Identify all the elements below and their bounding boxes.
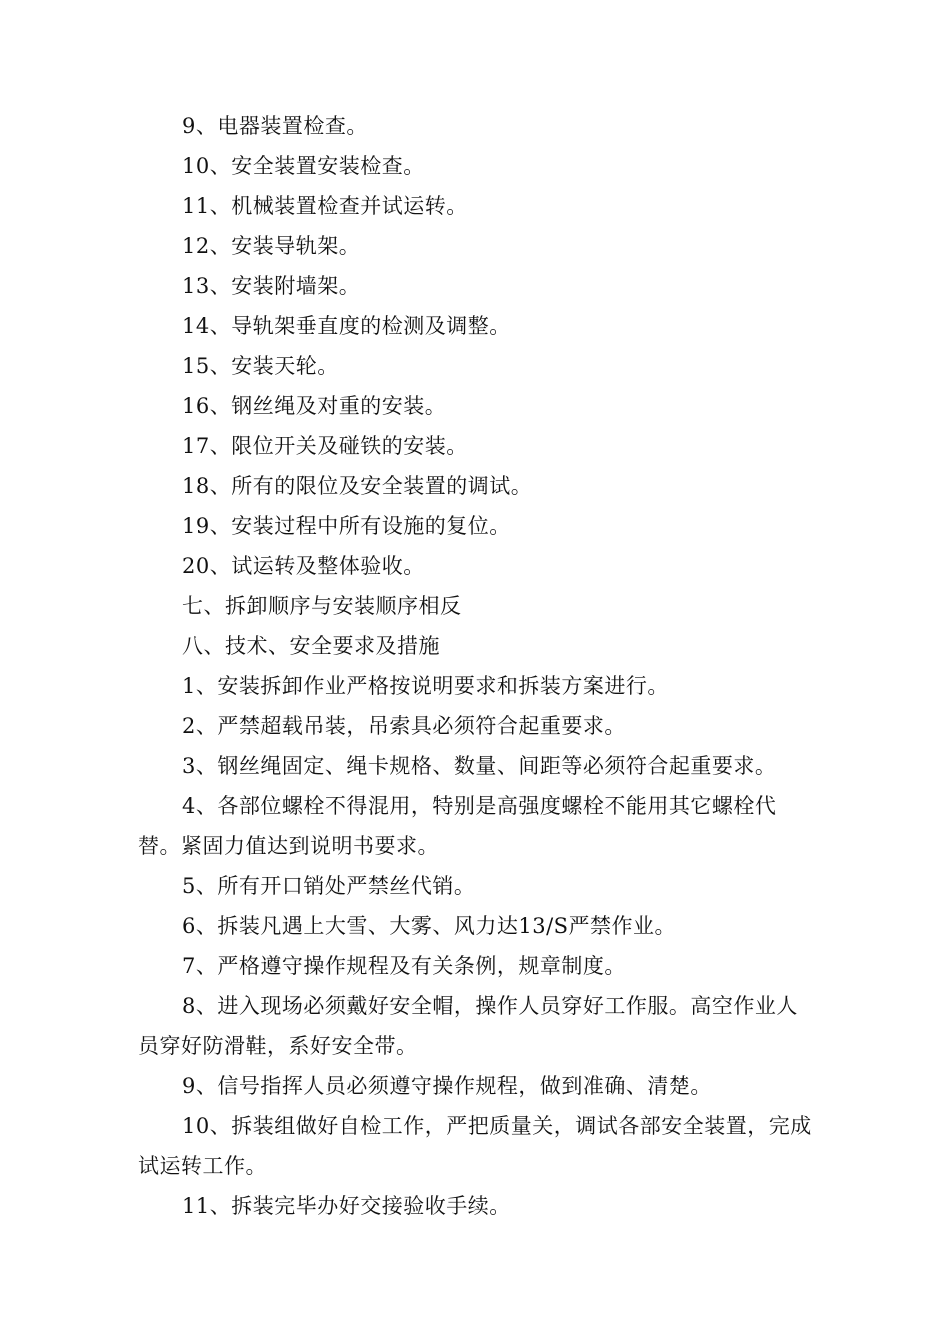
list-item-10: 10、安全装置安装检查。 — [182, 154, 425, 178]
list-item-11: 11、机械装置检查并试运转。 — [182, 194, 468, 218]
list-item-15: 15、安装天轮。 — [182, 354, 339, 378]
section-heading-8: 八、技术、安全要求及措施 — [182, 634, 440, 658]
requirement-item-6: 6、拆装凡遇上大雪、大雾、风力达13/S严禁作业。 — [182, 914, 677, 938]
list-item-16: 16、钢丝绳及对重的安装。 — [182, 394, 447, 418]
list-item-20: 20、试运转及整体验收。 — [182, 554, 425, 578]
requirement-item-1: 1、安装拆卸作业严格按说明要求和拆装方案进行。 — [182, 674, 669, 698]
requirement-item-7: 7、严格遵守操作规程及有关条例，规章制度。 — [182, 954, 626, 978]
document-body — [138, 106, 828, 1226]
requirement-item-9: 9、信号指挥人员必须遵守操作规程，做到准确、清楚。 — [182, 1074, 712, 1098]
list-item-18: 18、所有的限位及安全装置的调试。 — [182, 474, 533, 498]
requirement-item-8: 8、进入现场必须戴好安全帽，操作人员穿好工作服。高空作业人员穿好防滑鞋，系好安全带。 — [138, 994, 798, 1058]
requirement-item-4: 4、各部位螺栓不得混用，特别是高强度螺栓不能用其它螺栓代替。紧固力值达到说明书要求。 — [138, 794, 777, 858]
list-item-13: 13、安装附墙架。 — [182, 274, 361, 298]
list-item-9: 9、电器装置检查。 — [182, 114, 368, 138]
section-heading-7: 七、拆卸顺序与安装顺序相反 — [182, 594, 462, 618]
requirement-item-11: 11、拆装完毕办好交接验收手续。 — [182, 1194, 511, 1218]
requirement-item-5: 5、所有开口销处严禁丝代销。 — [182, 874, 476, 898]
list-item-14: 14、导轨架垂直度的检测及调整。 — [182, 314, 511, 338]
requirement-item-2: 2、严禁超载吊装，吊索具必须符合起重要求。 — [182, 714, 626, 738]
requirement-item-3: 3、钢丝绳固定、绳卡规格、数量、间距等必须符合起重要求。 — [182, 754, 777, 778]
list-item-19: 19、安装过程中所有设施的复位。 — [182, 514, 511, 538]
list-item-12: 12、安装导轨架。 — [182, 234, 361, 258]
requirement-item-10: 10、拆装组做好自检工作，严把质量关，调试各部安全装置，完成试运转工作。 — [138, 1114, 812, 1178]
list-item-17: 17、限位开关及碰铁的安装。 — [182, 434, 468, 458]
